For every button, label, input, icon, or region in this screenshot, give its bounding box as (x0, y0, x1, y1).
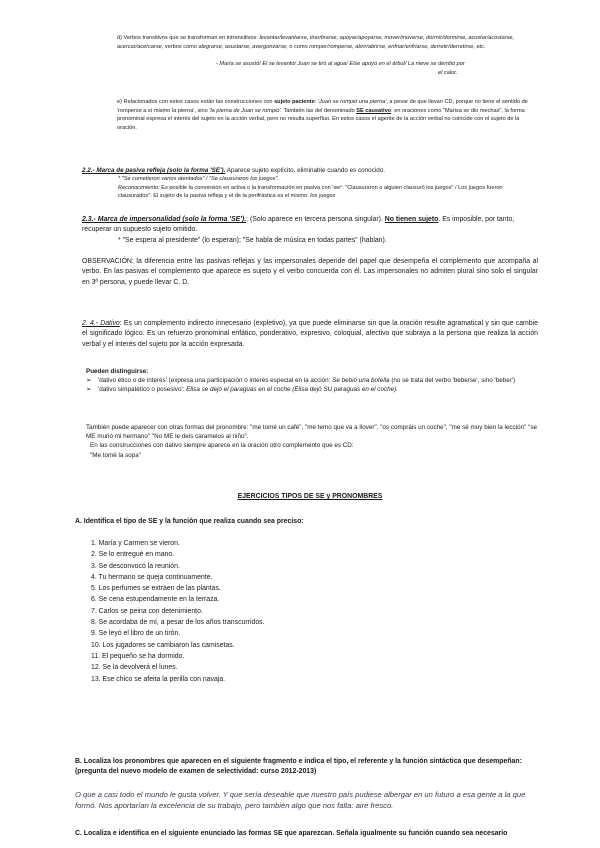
section-2-4-text: : Es un complemento indirecto innecesario (expletivo), ya que puede eliminarse sin que la oración resulte agramatical y sin que cambie el significado lógico. Es un refuerzo pronominal enfático, ponderativo, expresivo, coloquial, afectivo que subraya a la persona que realiza la acción verbal y el interés del sujeto por la acción expresada. (82, 320, 538, 348)
list-item: 2. Se lo entregué en mano. (91, 551, 175, 559)
section-d-example-line2: el calor. (438, 69, 458, 76)
section-d-oc: o como (289, 43, 308, 50)
section-2-3-heading: 2.3.- Marca de impersonalidad (solo la forma 'SE'). (82, 216, 247, 223)
section-d-lead: Verbos transitivos que se transforman en intransitivos: (123, 35, 258, 41)
section-d-mid: verbos como (164, 43, 197, 50)
list-item: 7. Carlos se peina con detenimiento. (91, 607, 203, 615)
distinguir-item-1a: 'dativo ético o de interés' (expresa una participación o interés especial en la acción: (98, 377, 331, 385)
list-item: 10. Los jugadores se cambiaron las camisetas. (91, 641, 235, 649)
section-e-t1b: sujeto paciente (274, 99, 315, 105)
section-e-q2: 'la pierna de Juan se rompió'. (209, 107, 283, 114)
section-d (117, 34, 537, 51)
section-2-4-heading: 2. 4.- Dativo (82, 320, 120, 327)
section-2-2-example: * "Se cometieron varios atentados" / "Se clausuraron los juegos". (118, 176, 279, 183)
list-item: 3. Se desconvocó la reunión. (91, 562, 180, 570)
ejercicios-b-quote: O que a casi todo el mundo le gusta volver. Y que sería deseable que nuestro país pudiese albergar en un futuro a esa gente a la que formó. Nos aportarían la excelencia de su trabajo, pero también algo que nos falta: aire fresco. (75, 790, 526, 810)
section-e-t1c: : (314, 99, 317, 105)
ejercicios-b-lead: B. Localiza los pronombres que aparecen en el siguiente fragmento e indica el tipo, el referente y la función sintáctica que desempeñan: (pregunta del nuevo modelo de examen de selectividad: curso 2012-2013) (75, 758, 522, 776)
ejercicios-title: EJERCICIOS TIPOS DE SE y PRONOMBRES (237, 493, 383, 500)
distinguir-item-2a: 'dativo simpatético o posesivo': (98, 386, 185, 394)
section-d-example-line1: - María se asustó/ Él se levantó/ Juan se tiró al agua/ Else apoyó en el árbol/ La nieve se derritió por (216, 61, 465, 67)
section-e-t1: Relacionados con estos casos están las construcciones con (123, 99, 273, 105)
tambien-text: También puede aparecer con otras formas del pronombre: "me tomé un café", "me temo que va a llover", "os compráis un coche", "me sé muy bien la lección" "se ME murió mi hermano" "No ME le deis caramelos al niño". (86, 424, 537, 441)
section-2-3-t2: . Es imposible, por tanto, recuperar un supuesto sujeto omitido. (82, 216, 515, 234)
section-e-label: e) (117, 99, 122, 105)
section-e-t3c: : en oraciones como "Marisa se dio mechas", la forma pronominal expresa el interés del sujeto en la acción verbal, pero no resulta superfluo. En estos casos el agente de la acción verbal no coincide con el sujeto de la oración. (117, 107, 525, 131)
list-item: 8. Se acordaba de mí, a pesar de los años transcurridos. (91, 619, 265, 627)
section-2-2-recon-text: Es posible la conversión en activa o la transformación en pasiva con 'ser': "Clausuraron o alguien clausuró los juegos" / Los juegos fueron clausurados". El sujeto de la pasiva refleja y el de la perifrástica es el mismo: (118, 184, 503, 200)
exercise-list (91, 538, 391, 685)
section-d-label: d) (117, 35, 122, 41)
tambien-text3: "Me tomé la sopa" (90, 451, 142, 459)
section-e-t2: , a pesar de que llevan CD, porque no tiene el sentido de 'romperse a sí mismo la pierna', sino (117, 99, 528, 114)
section-2-2 (82, 166, 537, 201)
section-d-verbs: levantar/levantarse, tirar/tirarse, apoyar/apoyarse, mover/moverse, dormir/dormirse, acostar/acostarse, acercar/acercarse, (117, 35, 515, 50)
section-e-t3b: SE causativo (356, 107, 392, 114)
tambien-text2: En las construcciones con dativo siempre aparece en la oración otro complemento que es CD: (90, 442, 354, 450)
list-item: 4. Tu hermano se queja continuamente. (91, 573, 213, 581)
section-2-2-recon-label: Reconocimiento: (118, 184, 160, 191)
arrow-bullet-icon: ➢ (86, 377, 92, 385)
ejercicios-c-lead: C. Localiza e identifica en el siguiente enunciado las formas SE que aparezcan. Señala igualmente su función cuando sea necesario (75, 830, 508, 837)
ejercicios-a-lead: A. Identifica el tipo de SE y la función que realiza cuando sea preciso: (75, 518, 304, 525)
list-item: 13. Ese chico se afeita la perilla con navaja. (91, 675, 226, 683)
list-item: 9. Se leyó el libro de un tirón. (91, 630, 181, 638)
section-2-3-t1b: No tienen sujeto (384, 216, 439, 223)
section-d-verbs2: alegrarse, asustarse, avergonzarse, (198, 43, 288, 50)
section-2-2-recon-end: los juegos (310, 193, 336, 200)
distinguir-item-2 (86, 385, 538, 394)
distinguir-item-1c: (no se trata del verbo 'beberse', sino 'beber') (391, 377, 516, 385)
distinguir-item-1b: Se bebió una botella (332, 377, 390, 385)
tambien-block (86, 423, 538, 460)
section-2-2-t1: Aparece sujeto explícito, eliminable cuando es conocido. (226, 167, 385, 174)
section-e (117, 98, 535, 132)
list-item: 5. Los perfumes se extraen de las plantas. (91, 585, 221, 593)
section-2-4 (82, 319, 538, 350)
section-2-3 (82, 215, 537, 246)
section-2-2-recon (82, 184, 537, 201)
list-item: 1. María y Carmen se vieron. (91, 540, 180, 547)
section-d-verbs3: romper/romperse, abrir/abrirse, enfriar/enfriarse, derretir/derretirse, etc. (309, 43, 486, 50)
list-item: 12. Se la devolverá el lunes. (91, 664, 178, 672)
distinguir-lead: Pueden distinguirse: (86, 368, 149, 375)
section-e-t3: También las del denominado (283, 107, 355, 114)
section-d-example (216, 60, 536, 77)
list-item: 11. El pequeño se ha dormido. (91, 652, 185, 660)
section-2-3-example: * "Se espera al presidente" (lo esperan); "Se habla de música en todas partes" (hablan). (118, 236, 387, 244)
distinguir-item-2b: Elisa se dejó el paraguas en el coche (Elisa dejó SU paraguas en el coche). (186, 386, 398, 394)
arrow-bullet-icon: ➢ (86, 386, 92, 394)
section-2-2-heading: 2.2.- Marca de pasiva refleja (solo la forma 'SE'). (82, 167, 226, 174)
observacion-paragraph: OBSERVACIÓN: la diferencia entre las pasivas reflejas y las impersonales depende del papel que desempeña el complemento que acompaña al verbo. En las pasivas el complemento que aparece es sujeto y el verbo concuerda con él. Las impersonales no admiten plural sino solo el singular en 3ª persona, y puede llevar C. D. (82, 258, 538, 286)
distinguir-item-1 (86, 376, 538, 385)
section-2-3-t1: : (Solo aparece en tercera persona singular). (246, 216, 383, 223)
list-item: 6. Se cena estupendamente en la terraza. (91, 596, 220, 604)
distinguir-block (86, 367, 538, 395)
section-e-q1: 'Juan se rompió una pierna' (317, 99, 387, 105)
